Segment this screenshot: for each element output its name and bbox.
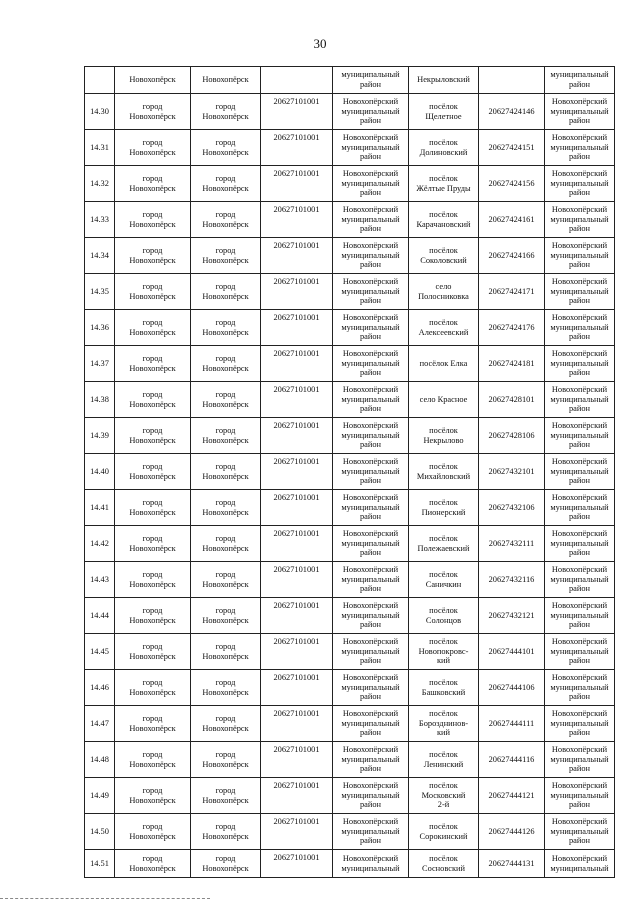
table-row	[85, 634, 615, 670]
table-row	[85, 382, 615, 418]
oktmo-code-from-cell: 20627101001	[261, 490, 333, 526]
district-to-cell: Новохопёрский муниципальный район	[545, 346, 615, 382]
row-number-cell: 14.49	[85, 778, 115, 814]
oktmo-code-from-cell: 20627101001	[261, 382, 333, 418]
oktmo-code-to-cell: 20627444101	[479, 634, 545, 670]
district-to-cell: Новохопёрский муниципальный	[545, 850, 615, 878]
table-row	[85, 274, 615, 310]
locality-from-cell: город Новохопёрск	[115, 130, 191, 166]
settlement-cell: Некрыловский	[409, 67, 479, 94]
row-number-cell: 14.39	[85, 418, 115, 454]
oktmo-code-to-cell: 20627444116	[479, 742, 545, 778]
locality-to-cell: город Новохопёрск	[191, 742, 261, 778]
table-row	[85, 94, 615, 130]
oktmo-code-from-cell: 20627101001	[261, 778, 333, 814]
oktmo-code-to-cell: 20627424151	[479, 130, 545, 166]
oktmo-code-to-cell: 20627432101	[479, 454, 545, 490]
locality-from-cell: город Новохопёрск	[115, 526, 191, 562]
locality-from-cell: город Новохопёрск	[115, 562, 191, 598]
district-to-cell: Новохопёрский муниципальный район	[545, 670, 615, 706]
settlement-cell: посёлок Щелетное	[409, 94, 479, 130]
locality-to-cell: город Новохопёрск	[191, 706, 261, 742]
locality-to-cell: город Новохопёрск	[191, 454, 261, 490]
locality-from-cell: город Новохопёрск	[115, 166, 191, 202]
district-from-cell: Новохопёрский муниципальный район	[333, 454, 409, 490]
locality-to-cell: город Новохопёрск	[191, 814, 261, 850]
district-from-cell: Новохопёрский муниципальный район	[333, 346, 409, 382]
oktmo-code-from-cell: 20627101001	[261, 562, 333, 598]
district-to-cell: Новохопёрский муниципальный район	[545, 814, 615, 850]
row-number-cell: 14.40	[85, 454, 115, 490]
oktmo-code-from-cell: 20627101001	[261, 166, 333, 202]
oktmo-code-from-cell: 20627101001	[261, 346, 333, 382]
district-to-cell: Новохопёрский муниципальный район	[545, 778, 615, 814]
oktmo-code-to-cell: 20627424156	[479, 166, 545, 202]
oktmo-code-to-cell: 20627444121	[479, 778, 545, 814]
oktmo-code-to-cell: 20627424171	[479, 274, 545, 310]
oktmo-code-to-cell: 20627432116	[479, 562, 545, 598]
table-row	[85, 598, 615, 634]
district-from-cell: муниципальный район	[333, 67, 409, 94]
locality-from-cell: город Новохопёрск	[115, 670, 191, 706]
district-to-cell: Новохопёрский муниципальный район	[545, 598, 615, 634]
page-number: 30	[313, 36, 327, 51]
district-to-cell: Новохопёрский муниципальный район	[545, 166, 615, 202]
locality-to-cell: город Новохопёрск	[191, 202, 261, 238]
locality-from-cell: город Новохопёрск	[115, 814, 191, 850]
district-to-cell: Новохопёрский муниципальный район	[545, 202, 615, 238]
settlement-cell: посёлок Соколовский	[409, 238, 479, 274]
locality-to-cell: город Новохопёрск	[191, 94, 261, 130]
settlement-cell: посёлок Сорокинский	[409, 814, 479, 850]
district-from-cell: Новохопёрский муниципальный район	[333, 562, 409, 598]
settlement-cell: село Полосниковка	[409, 274, 479, 310]
oktmo-code-to-cell: 20627428101	[479, 382, 545, 418]
oktmo-code-from-cell: 20627101001	[261, 310, 333, 346]
row-number-cell: 14.33	[85, 202, 115, 238]
district-to-cell: Новохопёрский муниципальный район	[545, 418, 615, 454]
oktmo-code-from-cell: 20627101001	[261, 274, 333, 310]
settlement-cell: посёлок Борозднинов- кий	[409, 706, 479, 742]
locality-from-cell: город Новохопёрск	[115, 778, 191, 814]
oktmo-code-to-cell	[479, 67, 545, 94]
table-row	[85, 454, 615, 490]
settlement-cell: посёлок Солонцов	[409, 598, 479, 634]
district-to-cell: Новохопёрский муниципальный район	[545, 742, 615, 778]
district-to-cell: Новохопёрский муниципальный район	[545, 130, 615, 166]
oktmo-code-to-cell: 20627432121	[479, 598, 545, 634]
district-to-cell: Новохопёрский муниципальный район	[545, 454, 615, 490]
table-row	[85, 130, 615, 166]
locality-to-cell: город Новохопёрск	[191, 418, 261, 454]
table-body	[85, 67, 615, 878]
row-number-cell: 14.31	[85, 130, 115, 166]
oktmo-code-from-cell: 20627101001	[261, 94, 333, 130]
locality-from-cell: город Новохопёрск	[115, 742, 191, 778]
oktmo-code-from-cell: 20627101001	[261, 742, 333, 778]
locality-from-cell: город Новохопёрск	[115, 382, 191, 418]
row-number-cell: 14.32	[85, 166, 115, 202]
row-number-cell: 14.43	[85, 562, 115, 598]
oktmo-code-from-cell: 20627101001	[261, 634, 333, 670]
table-row	[85, 814, 615, 850]
locality-to-cell: город Новохопёрск	[191, 238, 261, 274]
district-to-cell: Новохопёрский муниципальный район	[545, 562, 615, 598]
locality-to-cell: Новохопёрск	[191, 67, 261, 94]
district-from-cell: Новохопёрский муниципальный район	[333, 310, 409, 346]
district-from-cell: Новохопёрский муниципальный район	[333, 130, 409, 166]
locality-from-cell: город Новохопёрск	[115, 346, 191, 382]
locality-from-cell: город Новохопёрск	[115, 418, 191, 454]
oktmo-code-from-cell: 20627101001	[261, 526, 333, 562]
oktmo-code-to-cell: 20627444131	[479, 850, 545, 878]
locality-from-cell: город Новохопёрск	[115, 850, 191, 878]
district-from-cell: Новохопёрский муниципальный район	[333, 706, 409, 742]
locality-to-cell: город Новохопёрск	[191, 274, 261, 310]
locality-from-cell: город Новохопёрск	[115, 706, 191, 742]
table-row	[85, 742, 615, 778]
oktmo-code-from-cell: 20627101001	[261, 238, 333, 274]
row-number-cell: 14.34	[85, 238, 115, 274]
locality-to-cell: город Новохопёрск	[191, 634, 261, 670]
oktmo-code-from-cell: 20627101001	[261, 850, 333, 878]
locality-to-cell: город Новохопёрск	[191, 382, 261, 418]
oktmo-code-to-cell: 20627444106	[479, 670, 545, 706]
locality-from-cell: Новохопёрск	[115, 67, 191, 94]
oktmo-code-from-cell: 20627101001	[261, 202, 333, 238]
locality-to-cell: город Новохопёрск	[191, 562, 261, 598]
table-row	[85, 238, 615, 274]
district-to-cell: Новохопёрский муниципальный район	[545, 634, 615, 670]
row-number-cell: 14.51	[85, 850, 115, 878]
locality-to-cell: город Новохопёрск	[191, 166, 261, 202]
settlement-cell: посёлок Саничкин	[409, 562, 479, 598]
table-row	[85, 310, 615, 346]
table-row	[85, 850, 615, 878]
district-from-cell: Новохопёрский муниципальный район	[333, 238, 409, 274]
table-row	[85, 202, 615, 238]
oktmo-code-to-cell: 20627424181	[479, 346, 545, 382]
settlement-cell: посёлок Пионерский	[409, 490, 479, 526]
locality-from-cell: город Новохопёрск	[115, 490, 191, 526]
locality-to-cell: город Новохопёрск	[191, 778, 261, 814]
district-from-cell: Новохопёрский муниципальный район	[333, 814, 409, 850]
locality-from-cell: город Новохопёрск	[115, 454, 191, 490]
locality-from-cell: город Новохопёрск	[115, 94, 191, 130]
locality-from-cell: город Новохопёрск	[115, 202, 191, 238]
oktmo-code-from-cell: 20627101001	[261, 670, 333, 706]
settlement-cell: посёлок Ленинский	[409, 742, 479, 778]
table-row	[85, 490, 615, 526]
district-from-cell: Новохопёрский муниципальный район	[333, 670, 409, 706]
settlement-cell: посёлок Сосновский	[409, 850, 479, 878]
settlement-cell: посёлок Башковский	[409, 670, 479, 706]
settlements-table	[84, 66, 615, 878]
district-to-cell: Новохопёрский муниципальный район	[545, 94, 615, 130]
district-to-cell: Новохопёрский муниципальный район	[545, 490, 615, 526]
settlement-cell: посёлок Новопокровс- кий	[409, 634, 479, 670]
locality-from-cell: город Новохопёрск	[115, 634, 191, 670]
district-from-cell: Новохопёрский муниципальный район	[333, 202, 409, 238]
district-from-cell: Новохопёрский муниципальный район	[333, 526, 409, 562]
settlement-cell: посёлок Михайловский	[409, 454, 479, 490]
row-number-cell: 14.37	[85, 346, 115, 382]
district-from-cell: Новохопёрский муниципальный район	[333, 634, 409, 670]
locality-to-cell: город Новохопёрск	[191, 310, 261, 346]
row-number-cell: 14.46	[85, 670, 115, 706]
oktmo-code-to-cell: 20627432106	[479, 490, 545, 526]
row-number-cell: 14.38	[85, 382, 115, 418]
district-from-cell: Новохопёрский муниципальный район	[333, 94, 409, 130]
settlement-cell: посёлок Елка	[409, 346, 479, 382]
locality-to-cell: город Новохопёрск	[191, 526, 261, 562]
district-from-cell: Новохопёрский муниципальный район	[333, 742, 409, 778]
row-number-cell: 14.36	[85, 310, 115, 346]
oktmo-code-to-cell: 20627428106	[479, 418, 545, 454]
district-to-cell: Новохопёрский муниципальный район	[545, 274, 615, 310]
locality-to-cell: город Новохопёрск	[191, 346, 261, 382]
table-row	[85, 166, 615, 202]
row-number-cell	[85, 67, 115, 94]
table-row	[85, 706, 615, 742]
table-row	[85, 562, 615, 598]
oktmo-code-from-cell: 20627101001	[261, 418, 333, 454]
row-number-cell: 14.44	[85, 598, 115, 634]
district-to-cell: Новохопёрский муниципальный район	[545, 382, 615, 418]
oktmo-code-from-cell: 20627101001	[261, 454, 333, 490]
district-to-cell: Новохопёрский муниципальный район	[545, 706, 615, 742]
oktmo-code-from-cell: 20627101001	[261, 706, 333, 742]
row-number-cell: 14.41	[85, 490, 115, 526]
locality-to-cell: город Новохопёрск	[191, 670, 261, 706]
settlement-cell: посёлок Жёлтые Пруды	[409, 166, 479, 202]
table-row	[85, 670, 615, 706]
locality-from-cell: город Новохопёрск	[115, 598, 191, 634]
district-to-cell: Новохопёрский муниципальный район	[545, 526, 615, 562]
row-number-cell: 14.47	[85, 706, 115, 742]
row-number-cell: 14.42	[85, 526, 115, 562]
table-row	[85, 418, 615, 454]
oktmo-code-to-cell: 20627444111	[479, 706, 545, 742]
table-row	[85, 526, 615, 562]
settlement-cell: посёлок Долиновский	[409, 130, 479, 166]
district-to-cell: Новохопёрский муниципальный район	[545, 238, 615, 274]
district-to-cell: муниципальный район	[545, 67, 615, 94]
district-from-cell: Новохопёрский муниципальный	[333, 850, 409, 878]
district-from-cell: Новохопёрский муниципальный район	[333, 598, 409, 634]
row-number-cell: 14.50	[85, 814, 115, 850]
table-row	[85, 67, 615, 94]
district-from-cell: Новохопёрский муниципальный район	[333, 490, 409, 526]
settlement-cell: посёлок Карачановский	[409, 202, 479, 238]
locality-from-cell: город Новохопёрск	[115, 310, 191, 346]
locality-to-cell: город Новохопёрск	[191, 490, 261, 526]
locality-from-cell: город Новохопёрск	[115, 274, 191, 310]
table-row	[85, 778, 615, 814]
oktmo-code-to-cell: 20627444126	[479, 814, 545, 850]
locality-to-cell: город Новохопёрск	[191, 598, 261, 634]
table-row	[85, 346, 615, 382]
settlement-cell: посёлок Алексеевский	[409, 310, 479, 346]
oktmo-code-to-cell: 20627432111	[479, 526, 545, 562]
settlement-cell: посёлок Полежаевский	[409, 526, 479, 562]
locality-to-cell: город Новохопёрск	[191, 130, 261, 166]
settlement-cell: посёлок Московский 2-й	[409, 778, 479, 814]
settlement-cell: посёлок Некрылово	[409, 418, 479, 454]
settlement-cell: село Красное	[409, 382, 479, 418]
oktmo-code-from-cell	[261, 67, 333, 94]
footer-rule	[0, 898, 210, 899]
row-number-cell: 14.30	[85, 94, 115, 130]
oktmo-code-to-cell: 20627424166	[479, 238, 545, 274]
district-from-cell: Новохопёрский муниципальный район	[333, 382, 409, 418]
row-number-cell: 14.45	[85, 634, 115, 670]
row-number-cell: 14.35	[85, 274, 115, 310]
locality-from-cell: город Новохопёрск	[115, 238, 191, 274]
oktmo-code-from-cell: 20627101001	[261, 814, 333, 850]
row-number-cell: 14.48	[85, 742, 115, 778]
oktmo-code-from-cell: 20627101001	[261, 598, 333, 634]
district-from-cell: Новохопёрский муниципальный район	[333, 418, 409, 454]
oktmo-code-to-cell: 20627424176	[479, 310, 545, 346]
oktmo-code-to-cell: 20627424146	[479, 94, 545, 130]
district-from-cell: Новохопёрский муниципальный район	[333, 274, 409, 310]
district-to-cell: Новохопёрский муниципальный район	[545, 310, 615, 346]
locality-to-cell: город Новохопёрск	[191, 850, 261, 878]
oktmo-code-to-cell: 20627424161	[479, 202, 545, 238]
oktmo-code-from-cell: 20627101001	[261, 130, 333, 166]
district-from-cell: Новохопёрский муниципальный район	[333, 778, 409, 814]
district-from-cell: Новохопёрский муниципальный район	[333, 166, 409, 202]
